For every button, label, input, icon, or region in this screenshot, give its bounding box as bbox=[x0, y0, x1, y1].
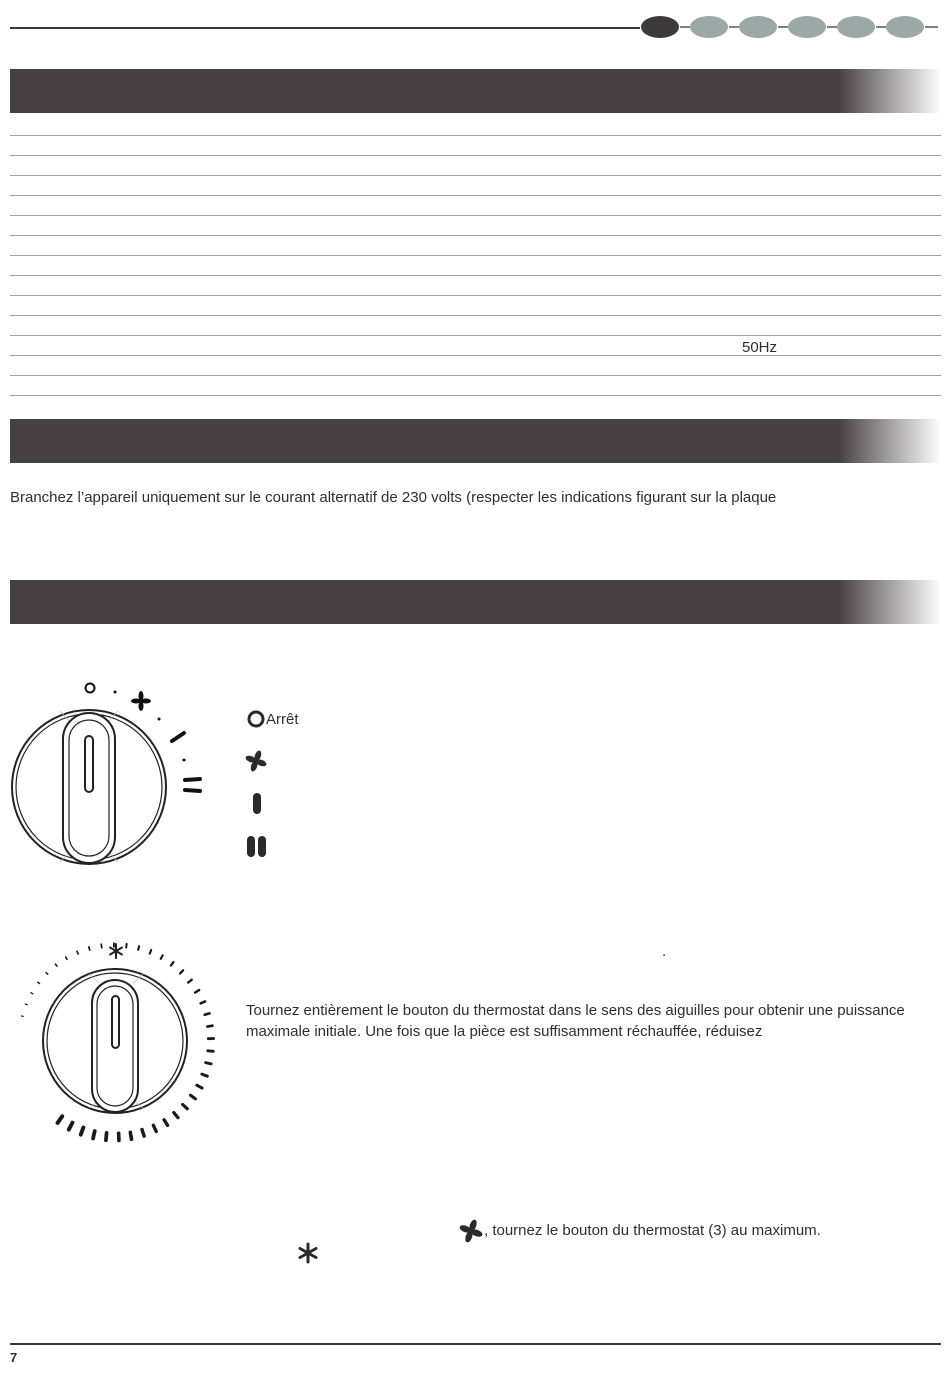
scale-tick bbox=[187, 978, 194, 984]
scale-tick bbox=[172, 1110, 181, 1120]
off-mark-icon bbox=[86, 684, 95, 693]
scale-tick bbox=[199, 1000, 207, 1005]
scale-tick bbox=[91, 1129, 97, 1141]
progress-indicator bbox=[640, 14, 940, 40]
scale-tick bbox=[54, 963, 58, 967]
scale-tick bbox=[151, 1123, 158, 1134]
scale-tick bbox=[45, 971, 49, 975]
fan-icon bbox=[245, 750, 267, 772]
table-row bbox=[10, 275, 941, 276]
scale-tick bbox=[195, 1083, 204, 1090]
scale-tick bbox=[204, 1061, 213, 1066]
scale-tick bbox=[162, 1117, 170, 1127]
mode-selector-knob bbox=[10, 678, 210, 868]
table-row bbox=[10, 395, 941, 396]
scale-tick bbox=[113, 942, 115, 947]
off-label: Arrêt bbox=[266, 711, 299, 728]
scale-tick bbox=[128, 1130, 133, 1141]
level-1-icon bbox=[252, 793, 262, 815]
level-1-mark-icon bbox=[172, 733, 184, 741]
header-rule bbox=[10, 27, 640, 29]
table-row bbox=[10, 255, 941, 256]
progress-step-3 bbox=[739, 16, 777, 38]
scale-tick bbox=[140, 1127, 146, 1138]
scale-tick bbox=[37, 981, 41, 984]
table-row bbox=[10, 315, 941, 316]
scale-tick bbox=[207, 1037, 215, 1040]
scale-tick bbox=[100, 943, 103, 948]
progress-step-6 bbox=[886, 16, 924, 38]
scale-tick bbox=[206, 1049, 215, 1053]
table-row bbox=[10, 195, 941, 196]
table-row bbox=[10, 215, 941, 216]
frost-icon bbox=[297, 1242, 319, 1264]
scale-tick bbox=[193, 988, 200, 994]
scale-tick bbox=[148, 949, 152, 955]
thermostat-instructions: Tournez entièrement le bouton du thermostat dans le sens des aiguilles pour obtenir une puissance maximale initiale. Une fois que la pièce est suffisamment réchauffée, réduisez bbox=[246, 1002, 905, 1040]
scale-tick bbox=[76, 950, 79, 955]
frequency-value: 50Hz bbox=[742, 339, 778, 356]
section-band-power bbox=[10, 419, 941, 463]
scale-tick bbox=[104, 1131, 109, 1142]
scale-tick bbox=[24, 1003, 27, 1005]
scale-tick bbox=[66, 1120, 75, 1132]
scale-tick bbox=[159, 954, 164, 960]
table-row bbox=[10, 295, 941, 296]
fan-inline-icon bbox=[459, 1219, 483, 1243]
scale-tick bbox=[65, 956, 69, 961]
level-2-icon bbox=[247, 836, 269, 858]
fan-mark-icon bbox=[131, 691, 151, 711]
scale-tick bbox=[125, 943, 128, 949]
frost-mark-icon bbox=[110, 944, 122, 958]
section-band-controls bbox=[10, 580, 941, 624]
page-number: 7 bbox=[10, 1350, 18, 1365]
antifrost-instructions: , tournez le bouton du thermostat (3) au maximum. bbox=[484, 1222, 821, 1239]
table-row bbox=[10, 235, 941, 236]
table-row bbox=[10, 375, 941, 376]
progress-step-1 bbox=[641, 16, 679, 38]
progress-step-2 bbox=[690, 16, 728, 38]
scale-tick bbox=[88, 946, 91, 951]
scale-tick bbox=[117, 1131, 121, 1142]
scale-tick bbox=[169, 961, 175, 968]
scale-tick bbox=[200, 1072, 209, 1078]
scale-tick bbox=[178, 969, 184, 975]
level-2-mark-icon bbox=[185, 779, 200, 791]
scale-tick bbox=[188, 1093, 197, 1101]
footer-rule bbox=[10, 1343, 941, 1345]
scale-tick bbox=[55, 1114, 65, 1126]
table-row bbox=[10, 355, 941, 356]
scale-tick bbox=[30, 992, 34, 995]
power-instructions: Branchez l’appareil uniquement sur le courant alternatif de 230 volts (respecter les indications figurant sur la plaque bbox=[10, 489, 777, 506]
section-band-specs bbox=[10, 69, 941, 113]
scale-tick bbox=[180, 1102, 189, 1111]
scale-tick bbox=[206, 1024, 214, 1028]
table-row bbox=[10, 175, 941, 176]
scale-tick bbox=[203, 1012, 211, 1017]
thermostat-knob bbox=[5, 938, 220, 1153]
table-row bbox=[10, 135, 941, 136]
table-row bbox=[10, 335, 941, 336]
scale-tick bbox=[78, 1125, 86, 1137]
scale-tick bbox=[137, 945, 140, 951]
progress-step-5 bbox=[837, 16, 875, 38]
stray-dot: . bbox=[662, 943, 667, 960]
progress-step-4 bbox=[788, 16, 826, 38]
scale-tick bbox=[21, 1015, 24, 1017]
off-circle-icon bbox=[247, 710, 265, 728]
table-row bbox=[10, 155, 941, 156]
